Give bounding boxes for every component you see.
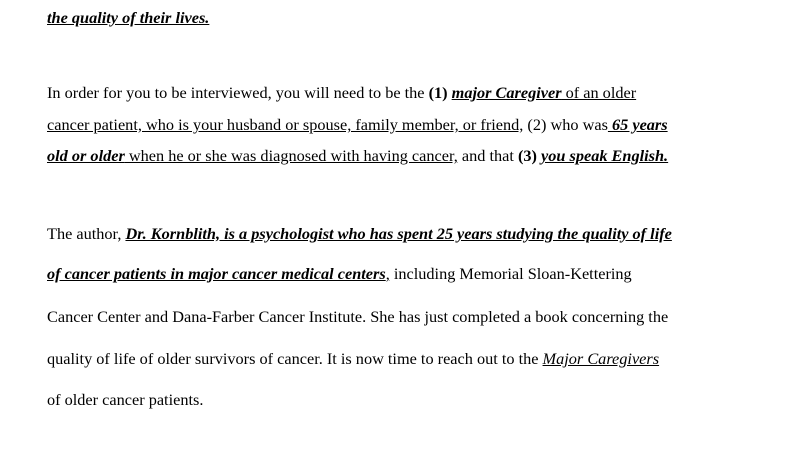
requirements-line-2 xyxy=(47,115,668,135)
body-text: In order for you to be interviewed, you will need to be the xyxy=(47,83,429,102)
underlined-text: of an older xyxy=(561,83,637,102)
author-line-5 xyxy=(47,390,203,410)
emphasis-cancer-centers: of cancer patients in major cancer medical centers xyxy=(47,264,386,283)
text-line-quality-of-lives xyxy=(47,8,209,28)
body-text: of older cancer patients. xyxy=(47,390,204,409)
body-text: and that xyxy=(457,146,518,165)
body-text: The author, xyxy=(47,224,126,243)
emphasis-major-caregivers: Major Caregivers xyxy=(542,349,660,368)
emphasis-author-description: Dr. Kornblith, is a psychologist who has spent 25 years studying the quality of life xyxy=(125,224,672,243)
emphasis-text: the quality of their lives. xyxy=(47,8,210,27)
author-line-3 xyxy=(47,307,668,327)
emphasis-65-years: 65 years xyxy=(607,115,668,134)
emphasis-major-caregiver: major Caregiver xyxy=(451,83,562,102)
emphasis-speak-english: you speak English. xyxy=(541,146,669,165)
body-text: quality of life of older survivors of cancer. It is now time to reach out to the xyxy=(47,349,543,368)
body-text: including Memorial Sloan-Kettering xyxy=(389,264,632,283)
body-text: (2) who was xyxy=(523,115,608,134)
list-marker-3: (3) xyxy=(517,146,537,165)
body-text: Cancer Center and Dana-Farber Cancer Institute. She has just completed a book concerning the xyxy=(47,307,669,326)
requirements-line-3 xyxy=(47,146,668,166)
list-marker-1: (1) xyxy=(428,83,448,102)
underlined-text: when he or she was diagnosed with having cancer, xyxy=(124,146,458,165)
underlined-text: cancer patient, who is your husband or spouse, family member, or friend, xyxy=(47,115,524,134)
author-line-2 xyxy=(47,264,632,284)
emphasis-old-or-older: old or older xyxy=(47,146,125,165)
author-line-1 xyxy=(47,224,672,244)
underlined-comma: , xyxy=(385,264,390,283)
requirements-line-1 xyxy=(47,83,636,103)
author-line-4 xyxy=(47,349,659,369)
